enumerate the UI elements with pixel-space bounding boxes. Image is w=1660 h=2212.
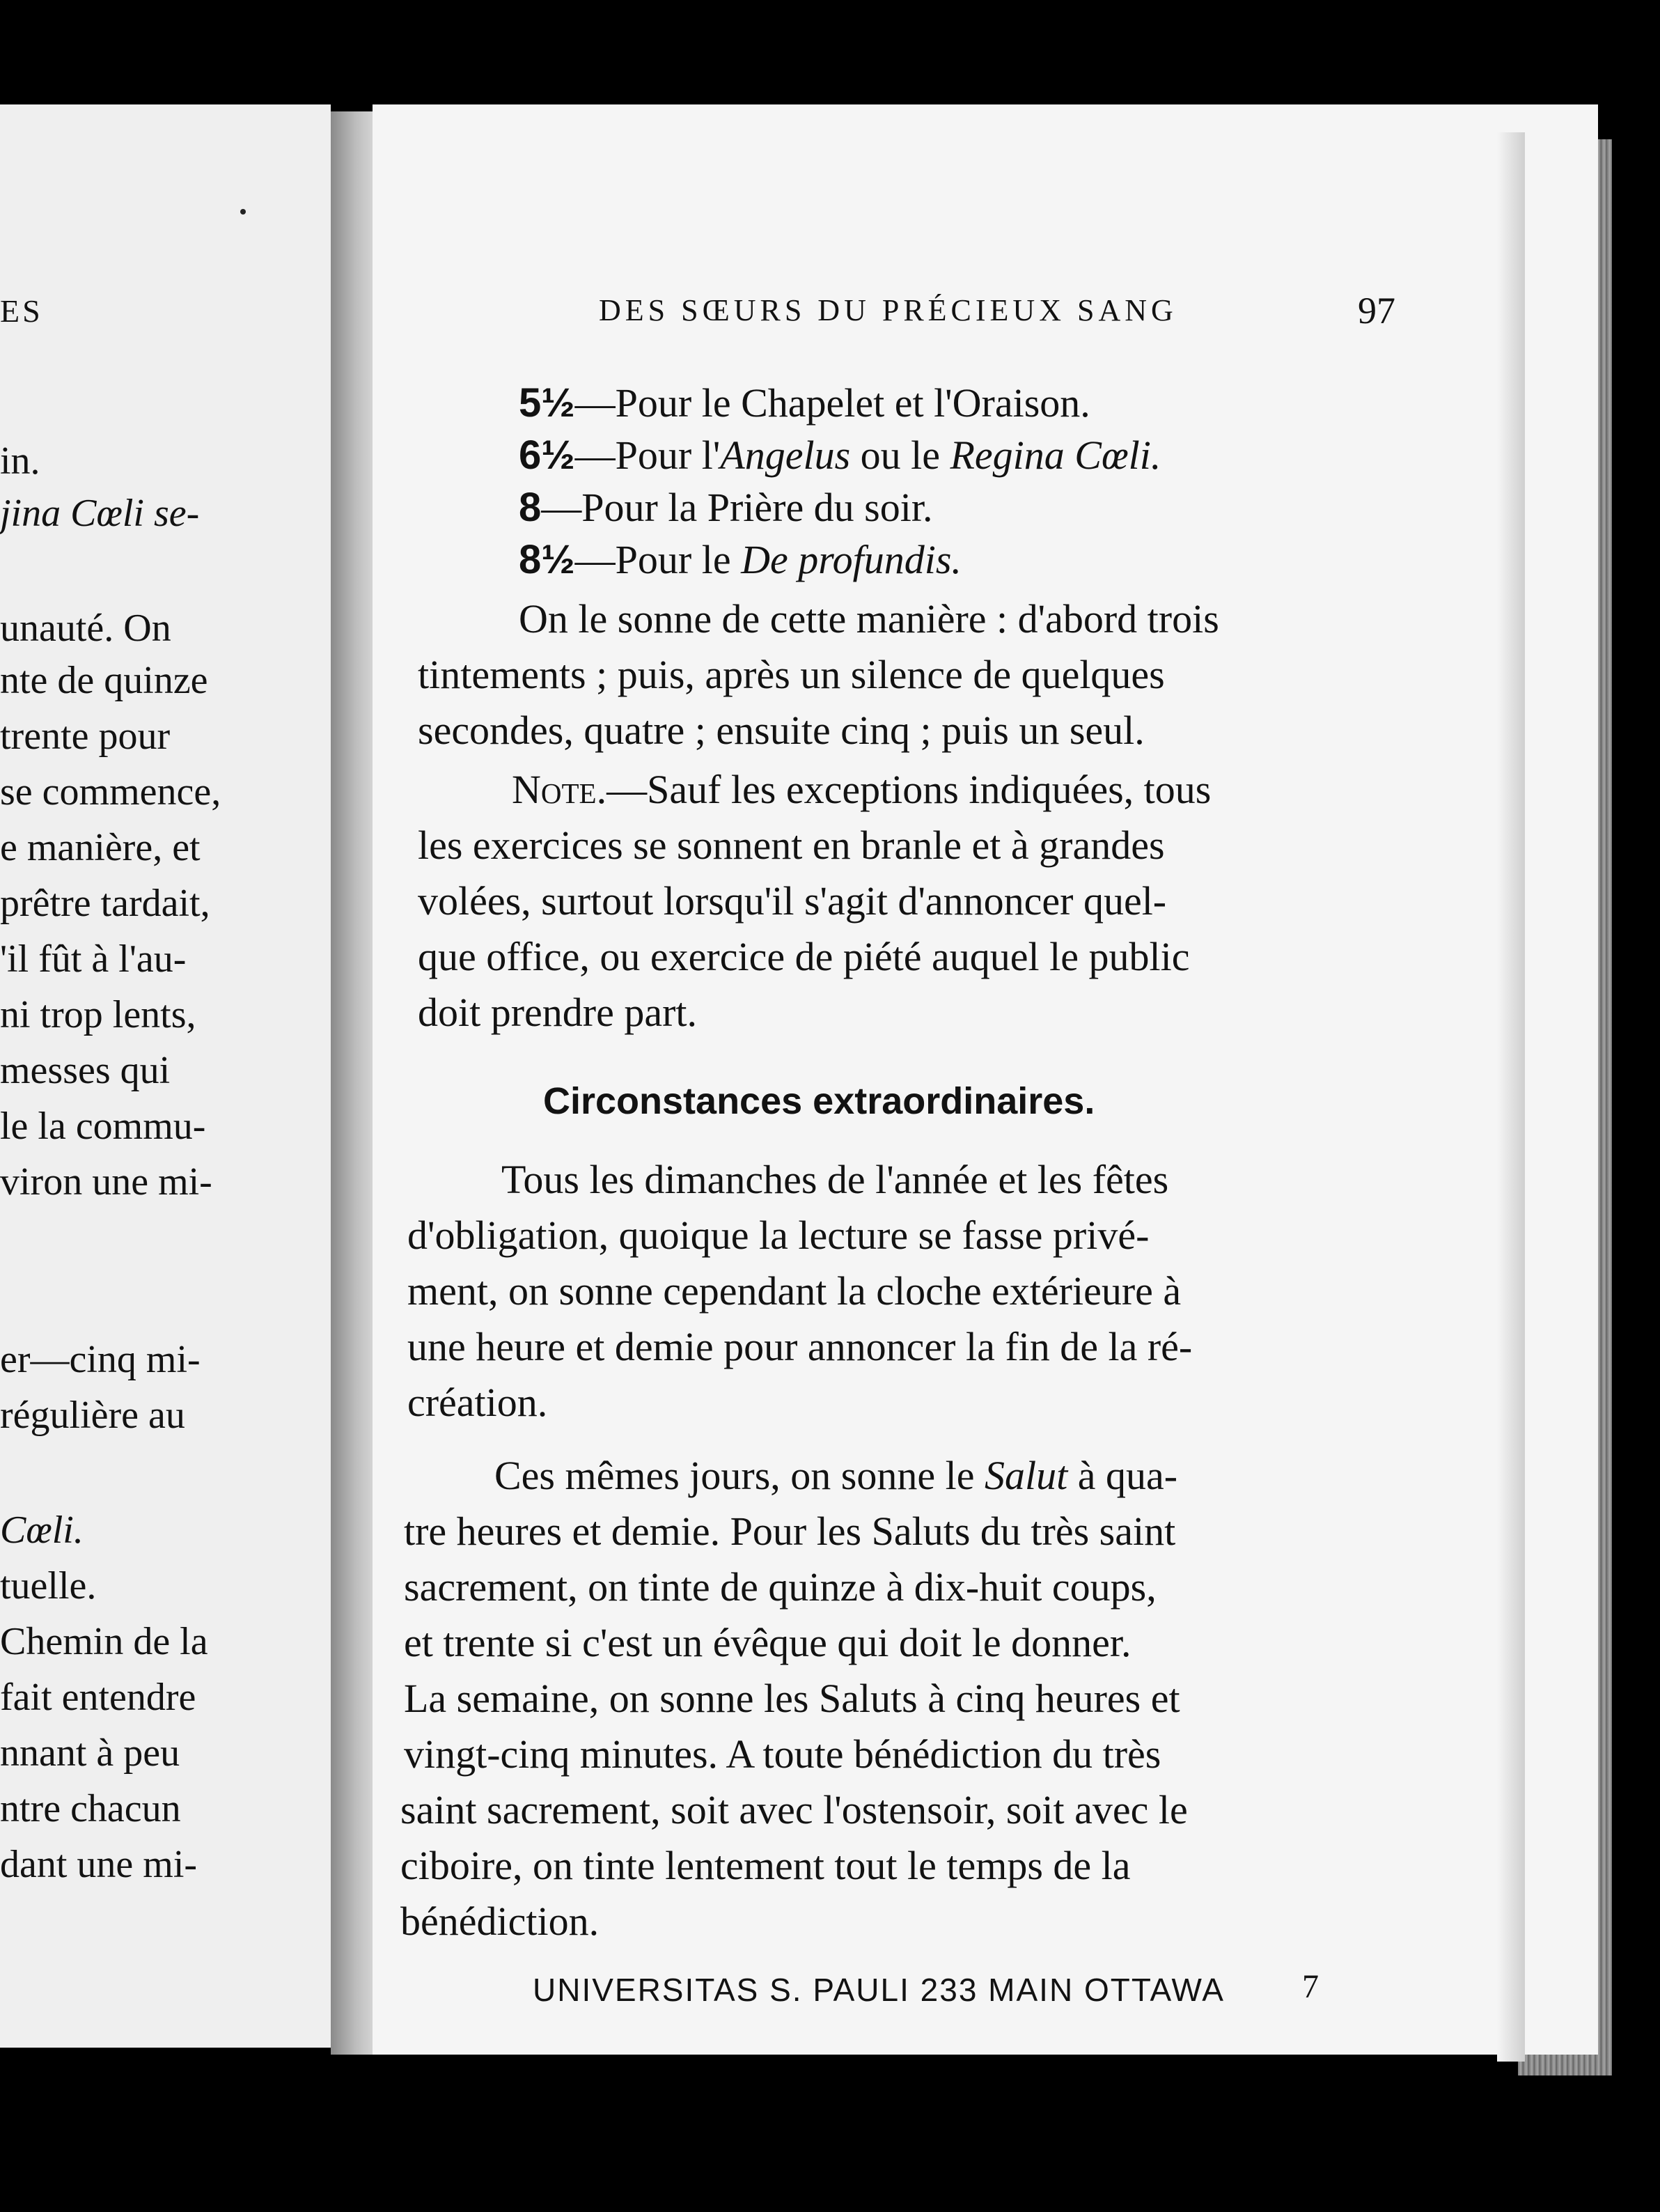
paragraph-line xyxy=(494,1452,1177,1499)
left-line: ntre chacun xyxy=(0,1787,181,1830)
note-line: les exercices se sonnent en branle et à grandes xyxy=(418,823,1165,868)
schedule-line xyxy=(519,536,962,583)
paragraph-line: et trente si c'est un évêque qui doit le donner. xyxy=(404,1620,1132,1665)
paragraph-line: secondes, quatre ; ensuite cinq ; puis un seul. xyxy=(418,708,1145,753)
note-line: doit prendre part. xyxy=(418,990,698,1035)
left-line: Chemin de la xyxy=(0,1620,208,1663)
paragraph-line: tintements ; puis, après un silence de quelques xyxy=(418,652,1165,697)
left-line: 'il fût à l'au- xyxy=(0,937,187,981)
left-header-fragment: ES xyxy=(0,293,43,329)
left-line: messes qui xyxy=(0,1049,171,1092)
left-line: jina Cœli se- xyxy=(0,492,200,535)
left-line: unauté. On xyxy=(0,607,171,650)
left-line: régulière au xyxy=(0,1394,185,1437)
schedule-line xyxy=(519,484,932,531)
schedule-time: 8½ xyxy=(519,537,575,582)
note-label: Note. xyxy=(512,767,607,812)
note-line xyxy=(512,766,1211,813)
page-edge-shadow xyxy=(1497,132,1525,2062)
paragraph-line: ciboire, on tinte lentement tout le temps de la xyxy=(400,1843,1131,1888)
paragraph-line: ment, on sonne cependant la cloche extérieure à xyxy=(407,1268,1182,1314)
schedule-line xyxy=(519,432,1161,478)
paragraph-text: Ces mêmes jours, on sonne le xyxy=(494,1453,985,1498)
section-heading: Circonstances extraordinaires. xyxy=(543,1080,1095,1122)
left-line: le la commu- xyxy=(0,1105,206,1148)
paragraph-line: saint sacrement, soit avec l'ostensoir, soit avec le xyxy=(400,1787,1188,1832)
schedule-italic: Angelus xyxy=(720,433,851,478)
schedule-text: ou le xyxy=(850,433,950,478)
imprint-stamp: UNIVERSITAS S. PAULI 233 MAIN OTTAWA xyxy=(533,1972,1225,2008)
left-line: se commence, xyxy=(0,770,221,813)
schedule-italic: De profundis. xyxy=(741,537,962,582)
left-line: er—cinq mi- xyxy=(0,1338,201,1381)
left-line: e manière, et xyxy=(0,826,201,869)
schedule-text: —Pour le Chapelet et l'Oraison. xyxy=(574,380,1090,426)
paragraph-line: tre heures et demie. Pour les Saluts du très saint xyxy=(404,1509,1176,1554)
left-line: nte de quinze xyxy=(0,659,208,702)
left-line: ni trop lents, xyxy=(0,993,196,1036)
paragraph-line: création. xyxy=(407,1380,548,1425)
paragraph-line: vingt-cinq minutes. A toute bénédiction du très xyxy=(404,1731,1161,1777)
schedule-time: 5½ xyxy=(519,380,575,426)
note-line: volées, surtout lorsqu'il s'agit d'annoncer quel- xyxy=(418,878,1167,924)
paragraph-italic: Salut xyxy=(984,1453,1068,1498)
paragraph-line: d'obligation, quoique la lecture se fasse privé- xyxy=(407,1213,1150,1258)
paragraph-line: sacrement, on tinte de quinze à dix-huit coups, xyxy=(404,1564,1157,1610)
left-line: Cœli. xyxy=(0,1509,84,1552)
left-line: prêtre tardait, xyxy=(0,882,210,925)
schedule-time: 8 xyxy=(519,485,542,530)
left-line: trente pour xyxy=(0,715,171,758)
schedule-time: 6½ xyxy=(519,433,575,478)
schedule-line xyxy=(519,380,1090,426)
paragraph-line: On le sonne de cette manière : d'abord trois xyxy=(519,596,1219,641)
left-page xyxy=(0,104,331,2048)
left-line: nnant à peu xyxy=(0,1731,180,1775)
paragraph-text: à qua- xyxy=(1067,1453,1178,1498)
right-page xyxy=(373,104,1598,2055)
paragraph-line: bénédiction. xyxy=(400,1899,600,1944)
note-line: que office, ou exercice de piété auquel le public xyxy=(418,934,1190,979)
speck xyxy=(240,209,246,215)
left-line: dant une mi- xyxy=(0,1843,198,1886)
schedule-italic: Regina Cœli. xyxy=(950,433,1161,478)
note-text: —Sauf les exceptions indiquées, tous xyxy=(606,767,1212,812)
paragraph-line: La semaine, on sonne les Saluts à cinq heures et xyxy=(404,1676,1180,1721)
left-line: viron une mi- xyxy=(0,1160,212,1204)
schedule-text: —Pour la Prière du soir. xyxy=(541,485,933,530)
left-line: tuelle. xyxy=(0,1564,97,1607)
left-line: fait entendre xyxy=(0,1676,196,1719)
left-line: in. xyxy=(0,439,40,483)
schedule-text: —Pour l' xyxy=(574,433,721,478)
paragraph-line: Tous les dimanches de l'année et les fêtes xyxy=(501,1157,1169,1202)
page-number: 97 xyxy=(1358,290,1395,332)
signature-mark: 7 xyxy=(1302,1968,1319,2005)
paragraph-line: une heure et demie pour annoncer la fin de la ré- xyxy=(407,1324,1193,1369)
running-head: DES SŒURS DU PRÉCIEUX SANG xyxy=(599,293,1177,327)
schedule-text: —Pour le xyxy=(574,537,742,582)
